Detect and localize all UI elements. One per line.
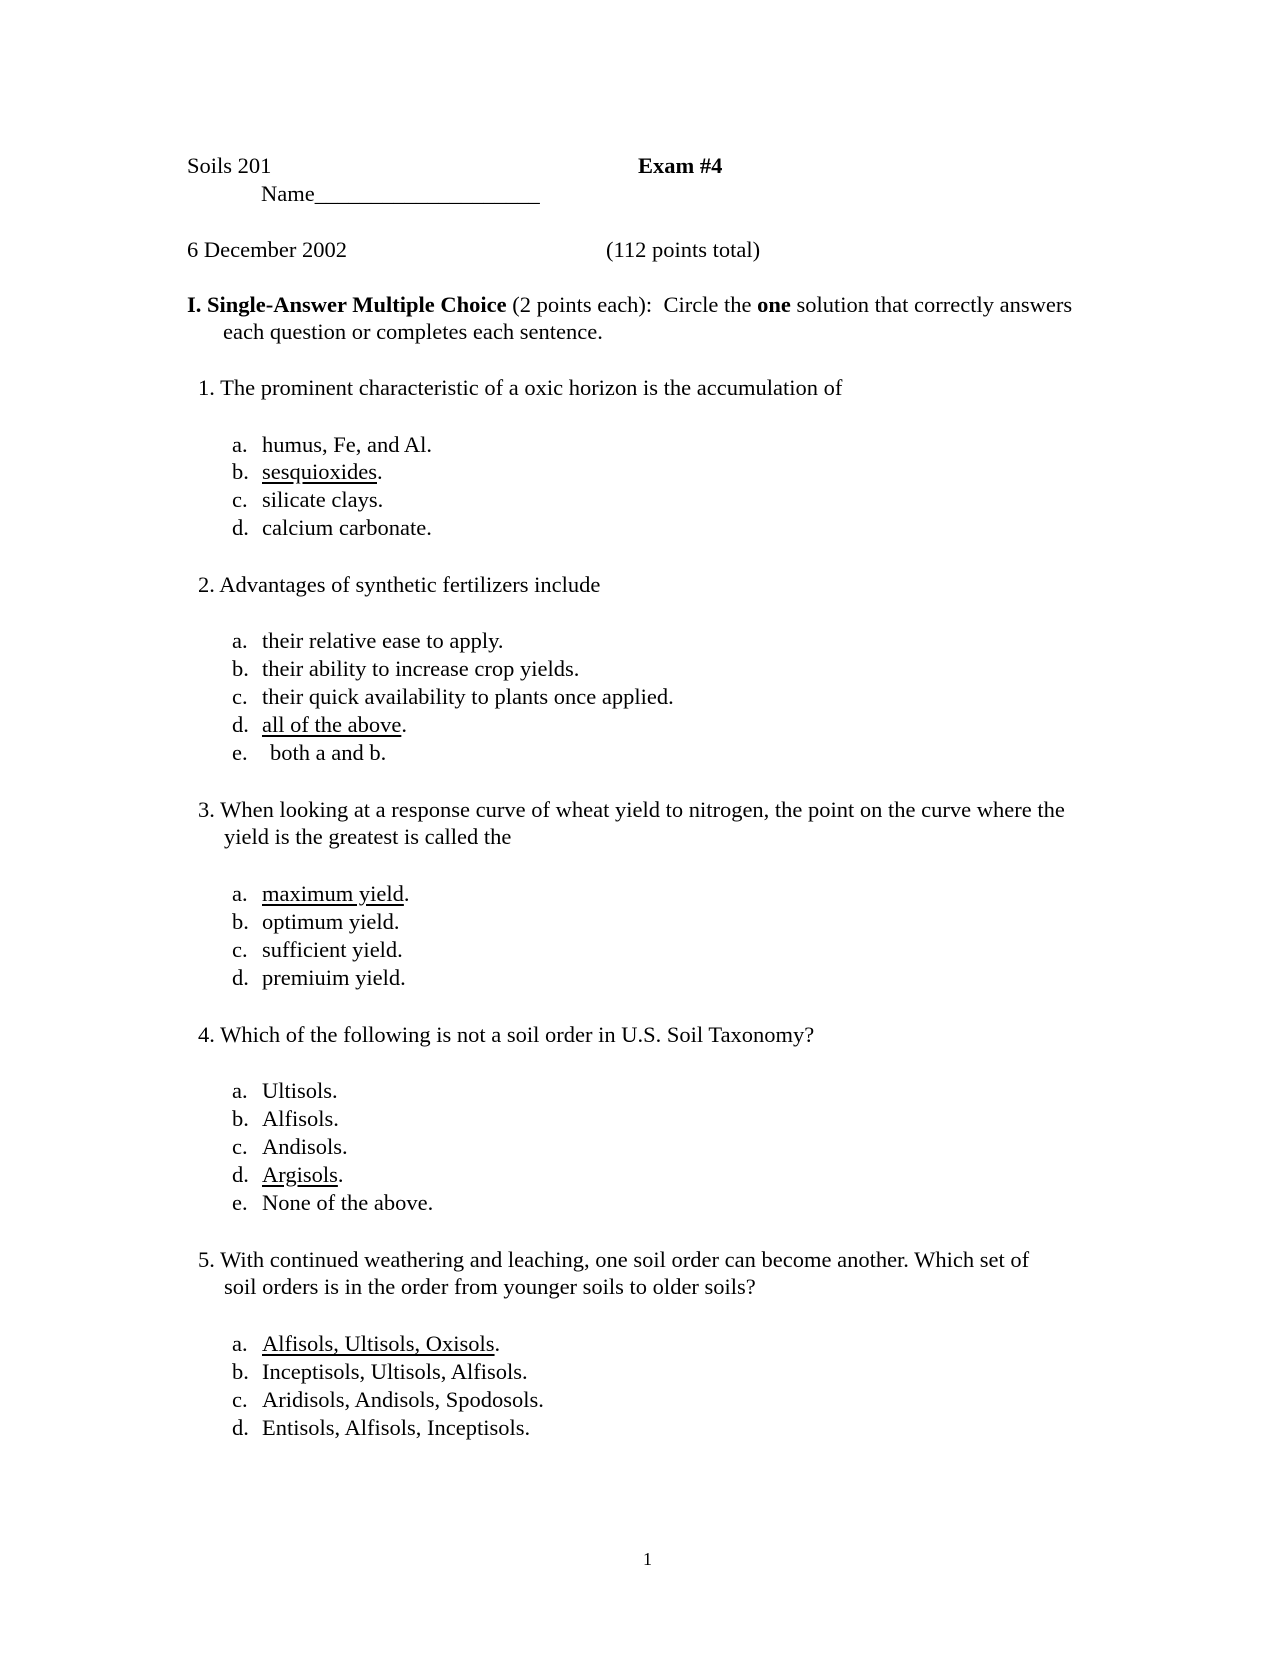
name-label: Name — [261, 181, 315, 206]
option-text-answer: all of the above — [262, 712, 402, 737]
option-text: silicate clays. — [262, 487, 384, 512]
exam-title: Exam #4 — [638, 153, 723, 178]
section-numeral: I. — [187, 292, 202, 317]
question-number: 5. — [198, 1247, 215, 1272]
option-letter: a. — [232, 1078, 248, 1103]
option-letter: b. — [232, 1359, 249, 1384]
question-text: Advantages of synthetic fertilizers include — [219, 572, 601, 597]
question-text: Which of the following is not a soil order in U.S. Soil Taxonomy? — [220, 1022, 815, 1047]
question-text-continued: soil orders is in the order from younger soils to older soils? — [224, 1274, 756, 1299]
name-blank: ____________________ — [314, 181, 540, 206]
option-letter: e. — [232, 1190, 248, 1215]
option-letter: d. — [232, 965, 249, 990]
question-number: 4. — [198, 1022, 215, 1047]
question-5 — [198, 1246, 1178, 1300]
q4-option-e[interactable] — [232, 1189, 433, 1216]
option-text: Andisols. — [262, 1134, 348, 1159]
option-letter: a. — [232, 881, 248, 906]
q5-option-d[interactable] — [232, 1414, 530, 1441]
option-letter: b. — [232, 656, 249, 681]
option-letter: b. — [232, 1106, 249, 1131]
option-text: calcium carbonate. — [262, 515, 432, 540]
option-suffix: . — [401, 712, 407, 737]
question-1 — [198, 374, 1178, 401]
q4-option-a[interactable] — [232, 1077, 338, 1104]
question-3 — [198, 796, 1178, 850]
option-text: Inceptisols, Ultisols, Alfisols. — [262, 1359, 528, 1384]
option-text-answer: sesquioxides — [262, 459, 377, 484]
option-suffix: . — [377, 459, 383, 484]
q3-option-d[interactable] — [232, 964, 406, 991]
q5-option-a[interactable] — [232, 1330, 500, 1357]
option-text: premiuim yield. — [262, 965, 406, 990]
q1-option-c[interactable] — [232, 486, 383, 513]
q5-option-c[interactable] — [232, 1386, 544, 1413]
instruction-emphasis: one — [757, 292, 791, 317]
instruction-pre: Circle the — [663, 292, 752, 317]
exam-date: 6 December 2002 — [187, 237, 347, 262]
option-letter: d. — [232, 1415, 249, 1440]
option-text: optimum yield. — [262, 909, 400, 934]
option-letter: c. — [232, 937, 248, 962]
option-text-answer: Alfisols, Ultisols, Oxisols — [262, 1331, 495, 1356]
q4-option-d[interactable] — [232, 1161, 343, 1188]
question-text-continued: yield is the greatest is called the — [224, 824, 512, 849]
option-text: humus, Fe, and Al. — [262, 432, 433, 457]
option-letter: c. — [232, 1134, 248, 1159]
option-letter: d. — [232, 1162, 249, 1187]
q2-option-b[interactable] — [232, 655, 579, 682]
question-text: The prominent characteristic of a oxic horizon is the accumulation of — [220, 375, 843, 400]
question-number: 3. — [198, 797, 215, 822]
option-text: Entisols, Alfisols, Inceptisols. — [262, 1415, 531, 1440]
option-letter: d. — [232, 515, 249, 540]
q4-option-c[interactable] — [232, 1133, 348, 1160]
question-text: With continued weathering and leaching, one soil order can become another. Which set of — [220, 1247, 1030, 1272]
option-text: their relative ease to apply. — [262, 628, 504, 653]
name-field — [261, 180, 540, 207]
option-text-answer: Argisols — [262, 1162, 338, 1187]
question-number: 2. — [198, 572, 215, 597]
question-number: 1. — [198, 375, 215, 400]
question-text: When looking at a response curve of wheat yield to nitrogen, the point on the curve where the — [220, 797, 1065, 822]
q2-option-a[interactable] — [232, 627, 504, 654]
instruction-line2: each question or completes each sentence. — [223, 319, 603, 344]
instruction-post: solution that correctly answers — [796, 292, 1073, 317]
q1-option-b[interactable] — [232, 458, 383, 485]
section-title: Single-Answer Multiple Choice — [207, 292, 507, 317]
section-heading — [187, 291, 1177, 345]
option-text: sufficient yield. — [262, 937, 403, 962]
q2-option-d[interactable] — [232, 711, 407, 738]
option-letter: c. — [232, 684, 248, 709]
option-suffix: . — [494, 1331, 501, 1356]
page-number: 1 — [643, 1549, 652, 1569]
option-text: None of the above. — [262, 1190, 434, 1215]
question-4 — [198, 1021, 1178, 1048]
points-total: (112 points total) — [606, 237, 761, 262]
option-text: their quick availability to plants once applied. — [262, 684, 674, 709]
q1-option-a[interactable] — [232, 431, 432, 458]
option-text: Aridisols, Andisols, Spodosols. — [262, 1387, 544, 1412]
q3-option-c[interactable] — [232, 936, 403, 963]
option-letter: b. — [232, 909, 249, 934]
option-text-answer: maximum yield — [262, 881, 404, 906]
q3-option-b[interactable] — [232, 908, 400, 935]
option-text: Ultisols. — [262, 1078, 338, 1103]
q2-option-c[interactable] — [232, 683, 674, 710]
option-letter: a. — [232, 1331, 248, 1356]
option-suffix: . — [337, 1162, 344, 1187]
q2-option-e[interactable] — [232, 739, 386, 766]
question-2 — [198, 571, 1178, 598]
q3-option-a[interactable] — [232, 880, 409, 907]
option-letter: d. — [232, 712, 249, 737]
option-letter: e. — [232, 740, 248, 765]
q4-option-b[interactable] — [232, 1105, 339, 1132]
option-letter: c. — [232, 487, 248, 512]
q1-option-d[interactable] — [232, 514, 432, 541]
option-text: Alfisols. — [262, 1106, 339, 1131]
option-letter: c. — [232, 1387, 248, 1412]
option-letter: a. — [232, 628, 248, 653]
option-text: both a and b. — [270, 740, 387, 765]
course-title: Soils 201 — [187, 153, 272, 178]
option-suffix: . — [403, 881, 410, 906]
option-letter: b. — [232, 459, 249, 484]
section-points: (2 points each): — [512, 292, 653, 317]
option-letter: a. — [232, 432, 248, 457]
option-text: their ability to increase crop yields. — [262, 656, 580, 681]
q5-option-b[interactable] — [232, 1358, 528, 1385]
